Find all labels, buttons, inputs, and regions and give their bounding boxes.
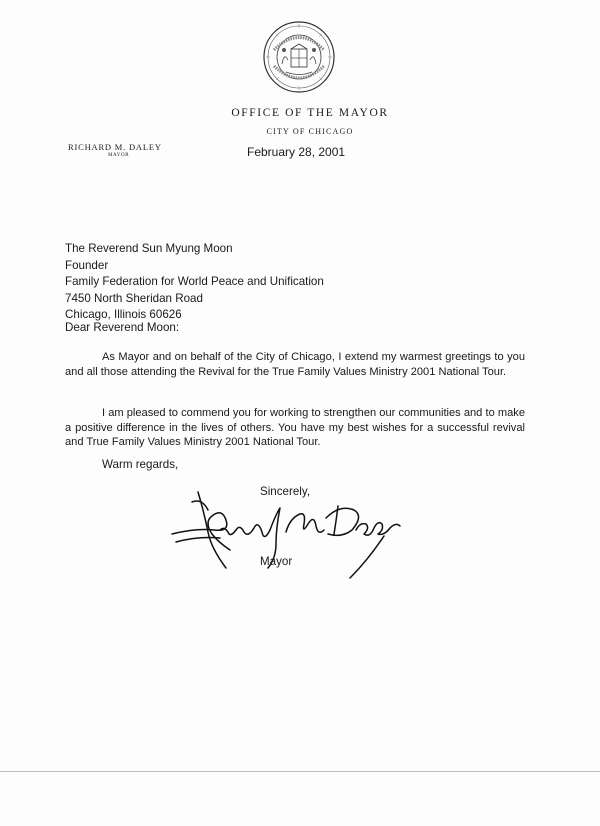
address-line: 7450 North Sheridan Road <box>65 291 203 305</box>
recipient-address <box>65 241 324 324</box>
body-paragraph: As Mayor and on behalf of the City of Chicago, I extend my warmest greetings to you and all those attending the Revival for the True Family Values Ministry 2001 National Tour. <box>65 351 525 378</box>
address-line: Family Federation for World Peace and Unification <box>65 275 324 288</box>
salutation: Dear Reverend Moon: <box>65 321 180 334</box>
city-seal-icon <box>262 20 336 94</box>
address-line: Chicago, Illinois 60626 <box>65 308 182 321</box>
office-title: OFFICE OF THE MAYOR <box>231 107 389 119</box>
address-line: The Reverend Sun Myung Moon <box>65 242 233 255</box>
mayor-title-small: MAYOR <box>108 153 130 158</box>
sincerely: Sincerely, <box>260 485 311 498</box>
mayor-name: RICHARD M. DALEY <box>68 142 162 152</box>
signer-title: Mayor <box>260 555 293 568</box>
signature-icon <box>168 488 403 583</box>
page-edge-divider <box>0 771 600 772</box>
city-name: CITY OF CHICAGO <box>266 127 354 136</box>
address-line: Founder <box>65 258 109 272</box>
body-paragraph: I am pleased to commend you for working to strengthen our communities and to make a positive difference in the lives of others. You have my best wishes for a successful revival and True Family Values Ministry 2001 National Tour. <box>65 407 525 448</box>
letter-date: February 28, 2001 <box>247 145 346 159</box>
closing: Warm regards, <box>102 458 179 471</box>
